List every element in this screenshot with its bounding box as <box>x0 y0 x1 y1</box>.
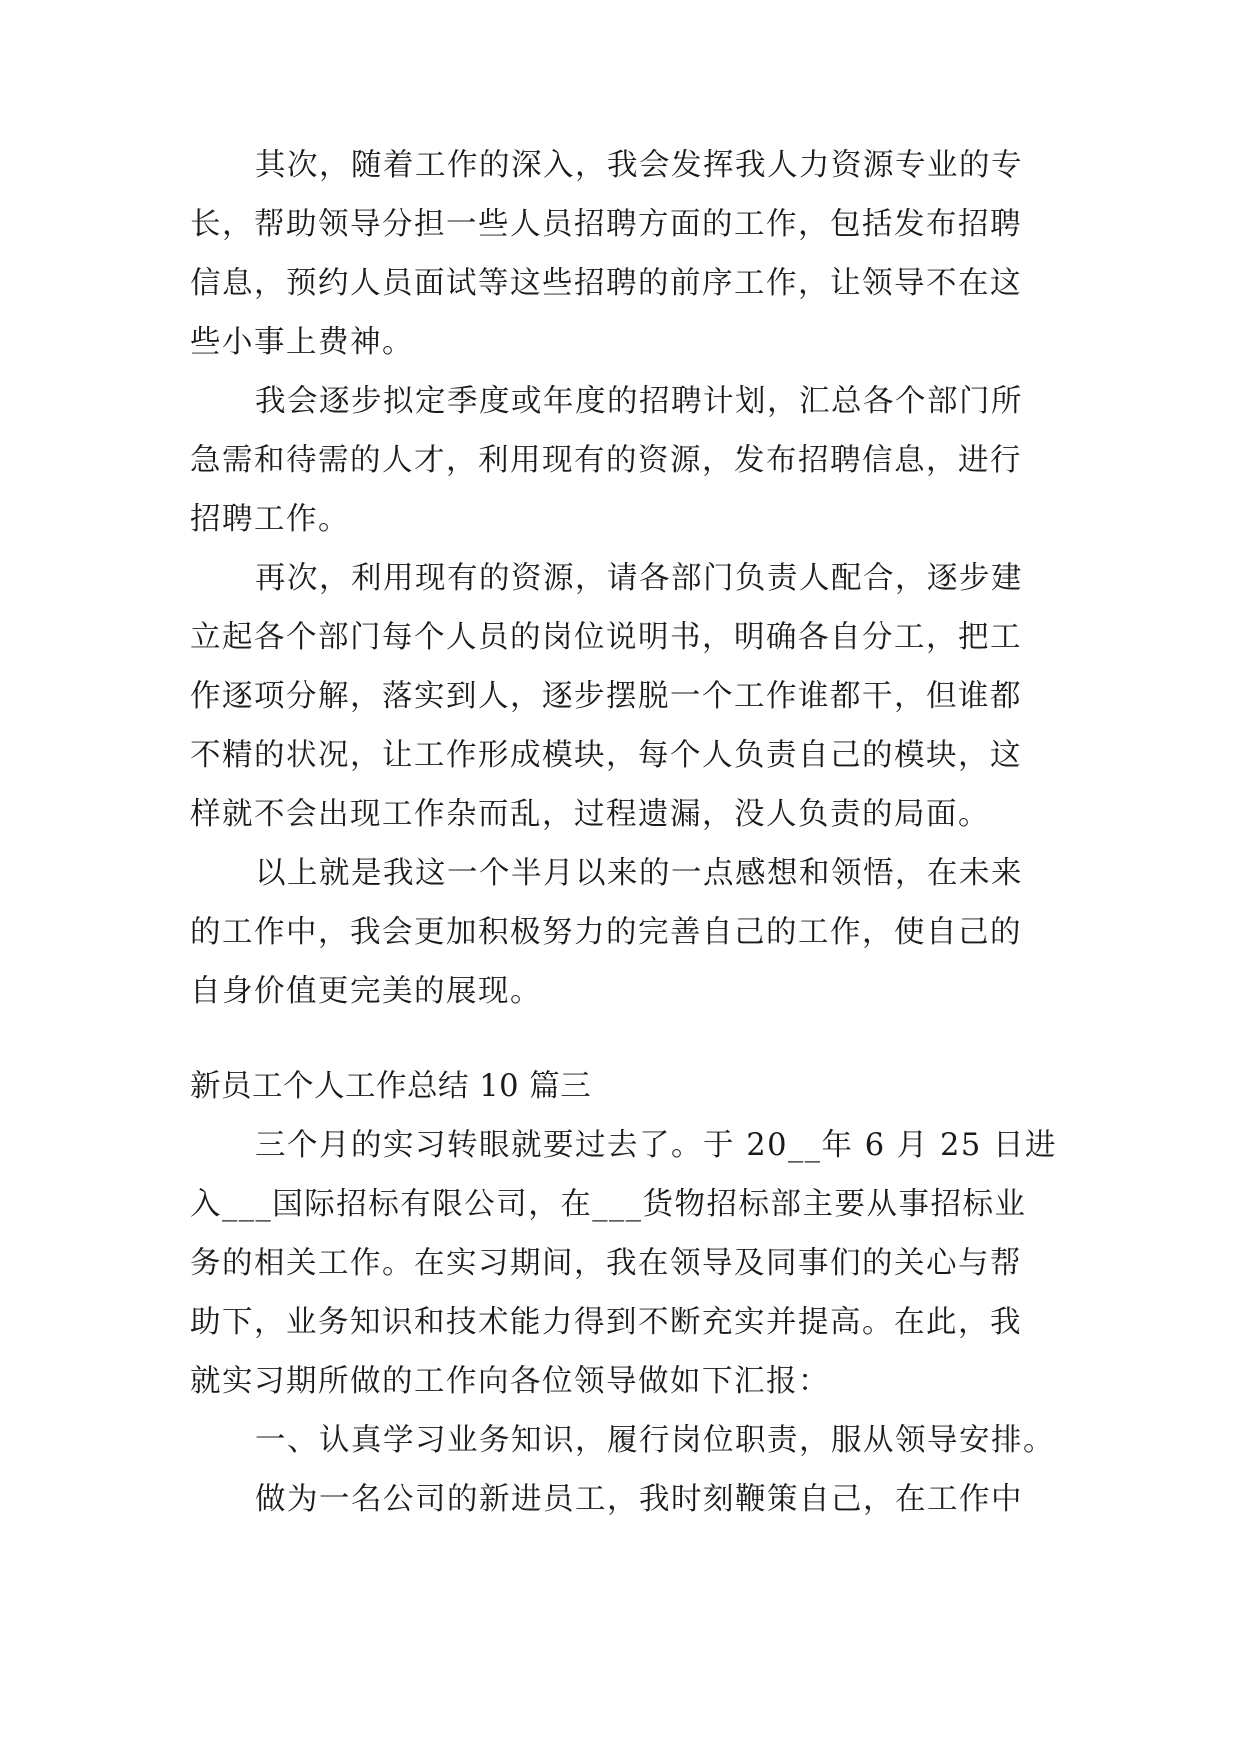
paragraph-line: 急需和待需的人才，利用现有的资源，发布招聘信息，进行 <box>190 443 1022 478</box>
paragraph-line: 助下，业务知识和技术能力得到不断充实并提高。在此，我 <box>190 1305 1022 1340</box>
paragraph-line: 立起各个部门每个人员的岗位说明书，明确各自分工，把工 <box>190 620 1022 655</box>
paragraph-line: 做为一名公司的新进员工，我时刻鞭策自己，在工作中 <box>255 1482 1023 1517</box>
paragraph-line: 其次，随着工作的深入，我会发挥我人力资源专业的专 <box>255 148 1023 183</box>
paragraph-line: 以上就是我这一个半月以来的一点感想和领悟，在未来 <box>255 856 1023 891</box>
paragraph-line: 自身价值更完美的展现。 <box>190 974 542 1009</box>
paragraph-line: 些小事上费神。 <box>190 325 414 360</box>
paragraph-line: 长，帮助领导分担一些人员招聘方面的工作，包括发布招聘 <box>190 207 1022 242</box>
paragraph-line: 我会逐步拟定季度或年度的招聘计划，汇总各个部门所 <box>255 384 1023 419</box>
paragraph-line: 就实习期所做的工作向各位领导做如下汇报： <box>190 1364 830 1399</box>
paragraph-line: 招聘工作。 <box>190 502 350 537</box>
paragraph-line: 信息，预约人员面试等这些招聘的前序工作，让领导不在这 <box>190 266 1022 301</box>
paragraph-line: 不精的状况，让工作形成模块，每个人负责自己的模块，这 <box>190 738 1022 773</box>
paragraph-line: 入___国际招标有限公司，在___货物招标部主要从事招标业 <box>190 1187 1027 1222</box>
section-heading: 新员工个人工作总结 10 篇三 <box>190 1069 592 1104</box>
paragraph-line: 一、认真学习业务知识，履行岗位职责，服从领导安排。 <box>255 1423 1055 1458</box>
paragraph-line: 作逐项分解，落实到人，逐步摆脱一个工作谁都干，但谁都 <box>190 679 1022 714</box>
paragraph-line: 务的相关工作。在实习期间，我在领导及同事们的关心与帮 <box>190 1246 1022 1281</box>
paragraph-line: 样就不会出现工作杂而乱，过程遗漏，没人负责的局面。 <box>190 797 990 832</box>
paragraph-line: 三个月的实习转眼就要过去了。于 20__年 6 月 25 日进 <box>255 1128 1057 1163</box>
paragraph-line: 再次，利用现有的资源，请各部门负责人配合，逐步建 <box>255 561 1023 596</box>
paragraph-line: 的工作中，我会更加积极努力的完善自己的工作，使自己的 <box>190 915 1022 950</box>
